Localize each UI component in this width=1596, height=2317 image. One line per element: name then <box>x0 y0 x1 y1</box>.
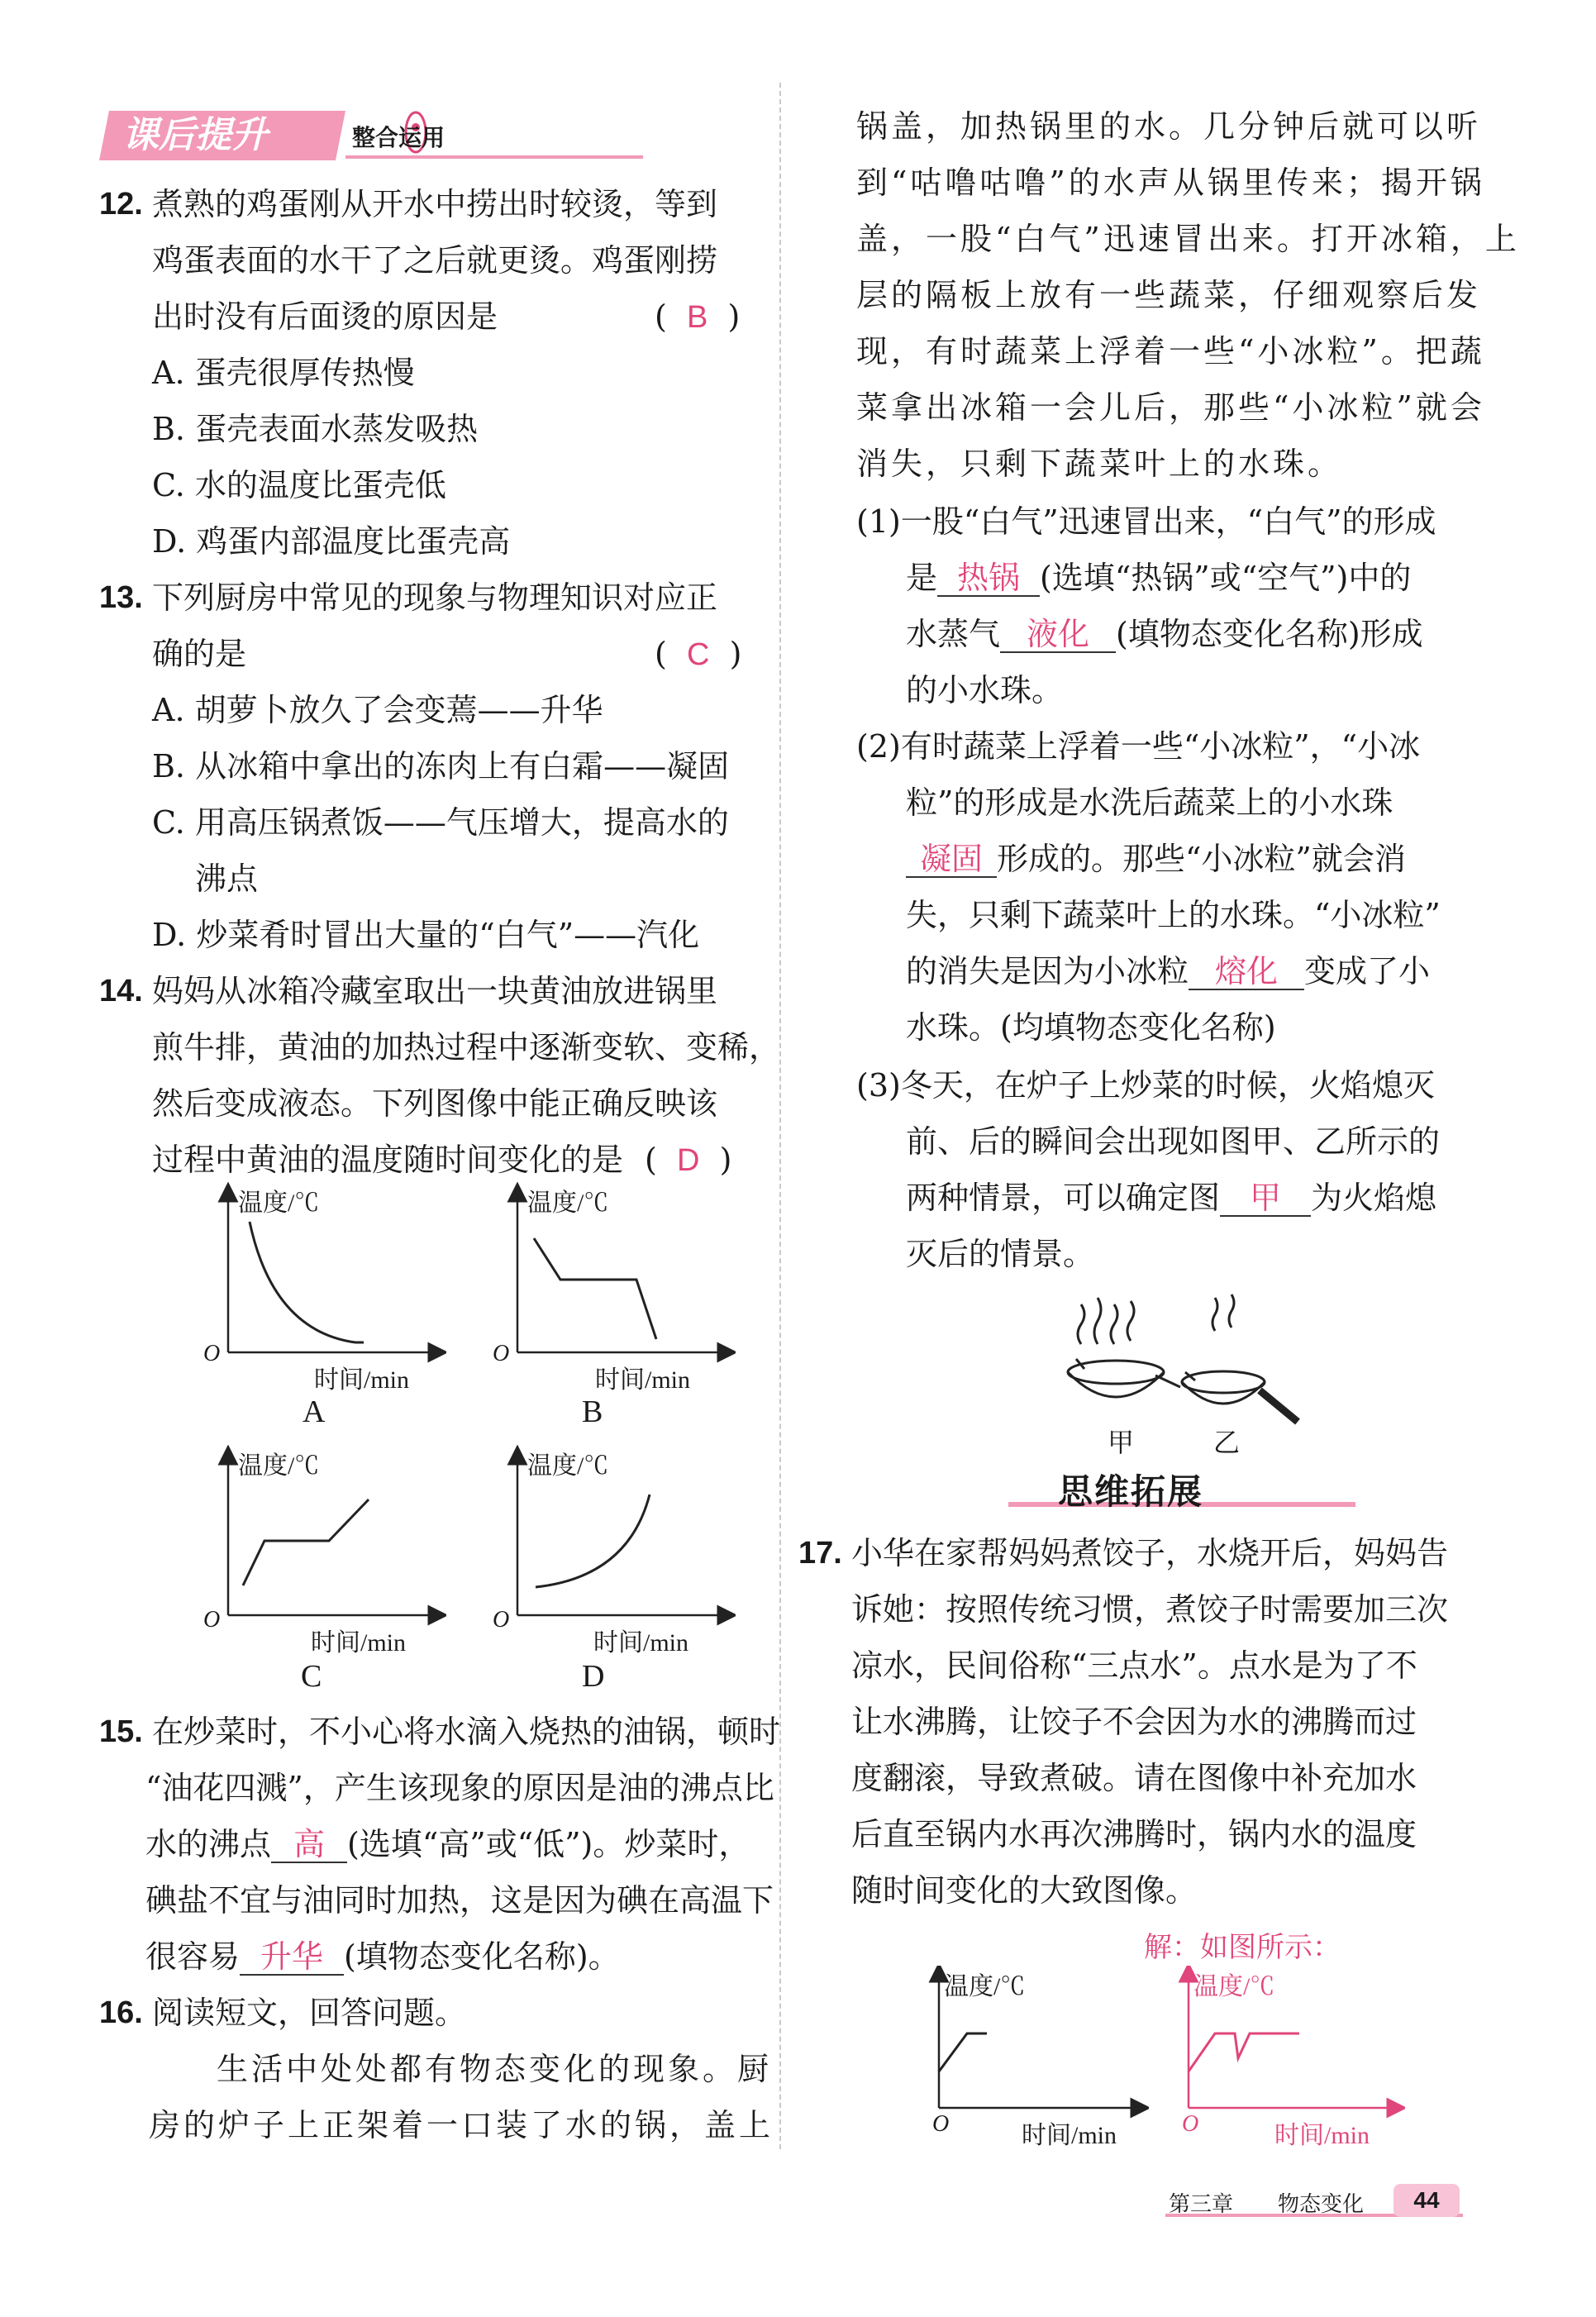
q17-orig-origin: O <box>932 2111 950 2137</box>
q15-l5b: (填物态变化名称)。 <box>344 1938 620 1975</box>
pan-yi-icon <box>1182 1294 1298 1422</box>
graph-a-ylabel: 温度/℃ <box>238 1189 320 1217</box>
graph-a-xlabel: 时间/min <box>314 1366 410 1394</box>
q14-stem-1: 妈妈从冰箱冷藏室取出一块黄油放进锅里 <box>152 973 718 1009</box>
q16-passage-6: 层的隔板上放有一些蔬菜，仔细观察后发 <box>856 277 1482 313</box>
q17-stem-1: 小华在家帮妈妈煮饺子，水烧开后，妈妈告 <box>851 1535 1449 1571</box>
graph-b-origin: O <box>493 1341 510 1366</box>
q15-answer-2: 升华 <box>240 1941 344 1976</box>
q13-option-d: D. 炒菜肴时冒出大量的“白气”——汽化 <box>152 917 700 953</box>
q16-passage-4: 到“咕噜咕噜”的水声从锅里传来；揭开锅 <box>856 164 1485 201</box>
graph-d-xlabel: 时间/min <box>593 1629 689 1657</box>
q14-answer-paren: ( D ) <box>645 1142 732 1178</box>
q14-stem-2: 煎牛排，黄油的加热过程中逐渐变软、变稀， <box>152 1029 781 1066</box>
q13-answer: C <box>686 637 710 672</box>
q15-line-2: “油花四溅”，产生该现象的原因是油的沸点比 <box>145 1770 774 1806</box>
q16-p3-l3a: 两种情景，可以确定图 <box>906 1180 1221 1216</box>
q13-number: 13. <box>99 580 143 615</box>
q16-passage-1: 生活中处处都有物态变化的现象。厨 <box>217 2051 773 2087</box>
header-subtitle: 整合运用 <box>352 124 445 151</box>
q16-p3-line-3 <box>906 1179 1436 1217</box>
graph-a-origin: O <box>203 1341 221 1366</box>
q17-stem-2: 诉她：按照传统习惯，煮饺子时需要加三次 <box>851 1591 1449 1628</box>
header-banner <box>98 106 643 165</box>
graph-c-ylabel: 温度/℃ <box>238 1452 320 1480</box>
q15-number: 15. <box>99 1714 143 1749</box>
q16-p1-line-4: 的小水珠。 <box>906 672 1064 708</box>
q16-p1-line-1: (1)一股“白气”迅速冒出来，“白气”的形成 <box>856 503 1436 540</box>
q17-ans-xlabel: 时间/min <box>1274 2122 1370 2149</box>
q15-answer-1: 高 <box>271 1828 347 1863</box>
q16-p3-line-1: (3)冬天，在炉子上炒菜的时候，火焰熄灭 <box>856 1067 1435 1104</box>
q17-orig-ylabel: 温度/℃ <box>944 1973 1026 2000</box>
graph-c-xlabel: 时间/min <box>311 1629 407 1657</box>
q12-option-b: B. 蛋壳表面水蒸发吸热 <box>152 411 479 447</box>
graph-b-ylabel: 温度/℃ <box>527 1189 609 1217</box>
q16-p2-line-1: (2)有时蔬菜上浮着一些“小冰粒”，“小冰 <box>856 728 1421 765</box>
q16-title: 阅读短文，回答问题。 <box>152 1995 467 2031</box>
q15-line-1: 在炒菜时，不小心将水滴入烧热的油锅，顿时 <box>152 1714 781 1750</box>
q17-stem-4: 让水沸腾，让饺子不会因为水的沸腾而过 <box>851 1704 1417 1740</box>
q14-graph-a <box>198 1182 446 1447</box>
q17-orig-curve <box>939 2033 987 2071</box>
q13-option-b: B. 从冰箱中拿出的冻肉上有白霜——凝固 <box>152 748 730 784</box>
q17-orig-xlabel: 时间/min <box>1022 2122 1117 2149</box>
q17-stem-7: 随时间变化的大致图像。 <box>851 1872 1198 1909</box>
q17-ans-ylabel: 温度/℃ <box>1193 1973 1275 2000</box>
q12-answer: B <box>686 300 708 335</box>
q17-stem-5: 度翻滚，导致煮破。请在图像中补充加水 <box>851 1760 1417 1796</box>
graph-d-ylabel: 温度/℃ <box>527 1452 609 1480</box>
q16-p1-l3a: 水蒸气 <box>906 616 1001 652</box>
q12-stem-2: 鸡蛋表面的水干了之后就更烫。鸡蛋刚捞 <box>152 242 718 279</box>
graph-c-label: C <box>301 1659 322 1694</box>
q12-option-c: C. 水的温度比蛋壳低 <box>152 467 446 503</box>
q13-option-c: C. 用高压锅煮饭——气压增大，提高水的 <box>152 804 729 841</box>
graph-d-label: D <box>582 1659 605 1694</box>
q16-p2-l3b: 形成的。那些“小冰粒”就会消 <box>997 841 1406 877</box>
q16-p2-l5b: 变成了小 <box>1304 953 1431 989</box>
section-title: 思维拓展 <box>1058 1471 1204 1512</box>
q15-line-5 <box>145 1938 620 1976</box>
footer <box>1165 2184 1471 2220</box>
column-divider <box>779 83 781 2149</box>
graph-b-label: B <box>582 1394 603 1429</box>
page-number: 44 <box>1394 2184 1460 2217</box>
graph-c-origin: O <box>203 1607 221 1633</box>
q17-ans-origin: O <box>1182 2111 1199 2137</box>
q17-graph-original <box>917 1966 1149 2156</box>
q16-p1-answer-1: 热锅 <box>937 562 1040 597</box>
q16-p2-line-2: 粒”的形成是水洗后蔬菜上的小水珠 <box>906 784 1394 821</box>
q16-p2-answer-2: 熔化 <box>1189 956 1304 990</box>
q16-p1-l3b: (填物态变化名称)形成 <box>1116 616 1423 652</box>
q12-option-d: D. 鸡蛋内部温度比蛋壳高 <box>152 523 511 560</box>
q16-passage-5: 盖，一股“白气”迅速冒出来。打开冰箱，上 <box>856 221 1520 257</box>
q15-l3a: 水的沸点 <box>145 1826 272 1862</box>
q16-passage-9: 消失，只剩下蔬菜叶上的水珠。 <box>856 446 1343 482</box>
header-badge: 课后提升 <box>122 114 268 156</box>
q14-stem-3: 然后变成液态。下列图像中能正确反映该 <box>152 1085 718 1122</box>
graph-a-label: A <box>303 1394 326 1429</box>
graph-d-curve <box>536 1495 650 1587</box>
q17-answer-label: 解：如图所示： <box>1144 1931 1341 1964</box>
q12-answer-paren: ( B ) <box>655 298 741 335</box>
pans-figure <box>1058 1290 1306 1458</box>
q16-p2-line-6: 水珠。(均填物态变化名称) <box>906 1009 1276 1046</box>
q14-graph-b <box>488 1182 736 1447</box>
q16-p2-line-3 <box>906 840 1406 878</box>
q15-line-3 <box>145 1825 750 1863</box>
pans-illustration <box>1058 1290 1306 1455</box>
graph-d-origin: O <box>493 1607 510 1633</box>
q16-p3-line-2: 前、后的瞬间会出现如图甲、乙所示的 <box>906 1123 1441 1160</box>
q16-p1-line-3 <box>906 615 1423 653</box>
figure-label-yi: 乙 <box>1213 1427 1241 1458</box>
q16-p1-l2b: (选填“热锅”或“空气”)中的 <box>1040 560 1412 596</box>
q15-line-4: 碘盐不宜与油同时加热，这是因为碘在高温下 <box>145 1882 774 1919</box>
footer-chapter: 第三章 <box>1169 2192 1234 2217</box>
q16-p1-answer-2: 液化 <box>1000 618 1116 653</box>
q14-answer: D <box>676 1143 700 1178</box>
q16-number: 16. <box>99 1995 143 2030</box>
footer-topic: 物态变化 <box>1278 2192 1365 2217</box>
q16-passage-8: 菜拿出冰箱一会儿后，那些“小冰粒”就会 <box>856 389 1485 426</box>
q13-option-a: A. 胡萝卜放久了会变蔫——升华 <box>152 692 603 728</box>
q16-passage-2: 房的炉子上正架着一口装了水的锅，盖上 <box>149 2107 774 2143</box>
q12-stem-3: 出时没有后面烫的原因是 <box>152 298 498 335</box>
q12-option-a: A. 蛋壳很厚传热慢 <box>152 355 415 391</box>
figure-label-jia: 甲 <box>1108 1427 1135 1458</box>
q16-passage-3: 锅盖，加热锅里的水。几分钟后就可以听 <box>856 108 1482 145</box>
q14-number: 14. <box>99 974 143 1008</box>
q15-l3b: (选填“高”或“低”)。炒菜时， <box>347 1826 750 1862</box>
q12-number: 12. <box>99 187 143 222</box>
q13-answer-paren: ( C ) <box>655 636 742 672</box>
q14-stem-4: 过程中黄油的温度随时间变化的是 <box>152 1142 624 1178</box>
pan-jia-icon <box>1068 1298 1180 1397</box>
q16-p2-line-4: 失，只剩下蔬菜叶上的水珠。“小冰粒” <box>906 897 1441 933</box>
q15-l5a: 很容易 <box>145 1938 241 1975</box>
q17-ans-curve <box>1189 2033 1299 2071</box>
graph-b-curve <box>534 1238 656 1339</box>
q17-number: 17. <box>798 1536 842 1571</box>
graph-a-curve <box>250 1222 364 1342</box>
q16-p3-answer-1: 甲 <box>1220 1182 1311 1217</box>
q17-stem-6: 后直至锅内水再次沸腾时，锅内水的温度 <box>851 1816 1417 1852</box>
q16-passage-7: 现，有时蔬菜上浮着一些“小冰粒”。把蔬 <box>856 333 1485 369</box>
q13-stem-2: 确的是 <box>152 636 247 672</box>
q16-p3-l3b: 为火焰熄 <box>1311 1180 1437 1216</box>
q16-p2-l5a: 的消失是因为小冰粒 <box>906 953 1189 989</box>
q13-option-c-cont: 沸点 <box>195 861 259 897</box>
q13-stem-1: 下列厨房中常见的现象与物理知识对应正 <box>152 579 718 616</box>
q17-stem-3: 凉水，民间俗称“三点水”。点水是为了不 <box>851 1647 1417 1684</box>
q16-p1-l2a: 是 <box>906 560 938 596</box>
q16-p2-line-5 <box>906 952 1430 990</box>
section-header <box>1008 1461 1355 1511</box>
q16-p3-line-4: 灭后的情景。 <box>906 1236 1095 1272</box>
q16-p1-line-2 <box>906 559 1411 597</box>
q16-p2-answer-1: 凝固 <box>906 843 997 878</box>
graph-b-xlabel: 时间/min <box>595 1366 691 1394</box>
q12-stem-1: 煮熟的鸡蛋刚从开水中捞出时较烫，等到 <box>152 186 718 222</box>
q14-graph-c <box>198 1445 446 1709</box>
q17-graph-answer <box>1165 1966 1405 2156</box>
graph-c-curve <box>243 1499 369 1585</box>
q14-graph-d <box>488 1445 736 1709</box>
